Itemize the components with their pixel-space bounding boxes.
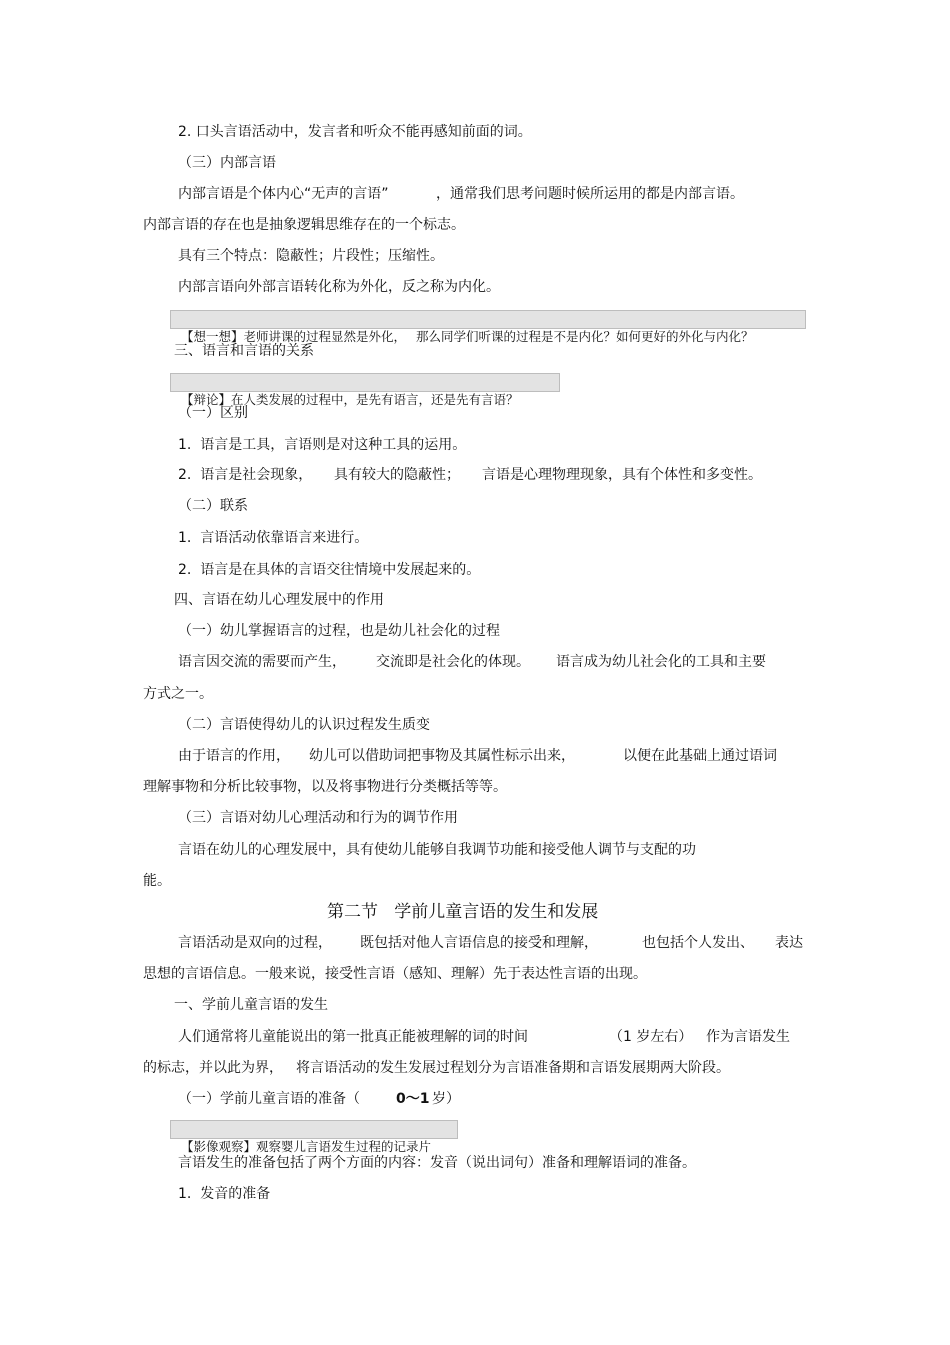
text-line: 也包括个人发出、 [642,935,754,951]
text-line: 理解事物和分析比较事物，以及将事物进行分类概括等等。 [143,779,507,795]
text-line: 2. 口头言语活动中，发言者和听众不能再感知前面的词。 [178,124,532,140]
text-line: 方式之一。 [143,686,213,702]
text-line: 1. 语言是工具，言语则是对这种工具的运用。 [178,437,467,453]
text-line: 言语活动是双向的过程， [178,935,332,951]
text-line: （一）幼儿掌握语言的过程，也是幼儿社会化的过程 [178,623,500,639]
text-line: 幼儿可以借助词把事物及其属性标示出来， [309,748,575,764]
debate-box [170,373,560,407]
text-line: 1. 言语活动依靠语言来进行。 [178,530,369,546]
chapter-section-title: 第二节 学前儿童言语的发生和发展 [327,902,599,922]
debate-box-text: 【辩论】在人类发展的过程中，是先有语言，还是先有言语？ [180,392,519,407]
text-line: 表达 [775,935,803,951]
text-line: （二）联系 [178,498,248,514]
text-line: ，通常我们思考问题时候所运用的都是内部言语。 [436,186,744,202]
text-line: （三）言语对幼儿心理活动和行为的调节作用 [178,810,458,826]
text-line: 内部言语向外部言语转化称为外化，反之称为内化。 [178,279,500,295]
video-box-text: 【影像观察】观察婴儿言语发生过程的记录片 [180,1139,431,1154]
section-heading: 三、语言和言语的关系 [174,343,314,359]
text-line: 1. 发音的准备 [178,1186,271,1202]
text-line: 岁） [432,1091,460,1107]
text-line: 交流即是社会化的体现。 [376,654,530,670]
text-line: 思想的言语信息。一般来说，接受性言语（感知、理解）先于表达性言语的出现。 [143,966,647,982]
text-line: 能。 [143,873,171,889]
section-heading: 一、学前儿童言语的发生 [174,997,328,1013]
text-line: 言语在幼儿的心理发展中，具有使幼儿能够自我调节功能和接受他人调节与支配的功 [178,842,696,858]
text-line: 2. 语言是社会现象， [178,467,313,483]
text-line: 内部言语的存在也是抽象逻辑思维存在的一个标志。 [143,217,465,233]
text-line: 由于语言的作用， [178,748,290,764]
text-line: 2. 语言是在具体的言语交往情境中发展起来的。 [178,562,481,578]
text-line: 具有较大的隐蔽性； [334,467,460,483]
text-line: 人们通常将儿童能说出的第一批真正能被理解的词的时间 [178,1029,528,1045]
text-line: 以便在此基础上通过语词 [623,748,777,764]
text-line: 语言成为幼儿社会化的工具和主要 [556,654,766,670]
text-line: 将言语活动的发生发展过程划分为言语准备期和言语发展期两大阶段。 [296,1060,730,1076]
text-line: （二）言语使得幼儿的认识过程发生质变 [178,717,430,733]
text-line: 具有三个特点：隐蔽性；片段性；压缩性。 [178,248,444,264]
text-line: （一）区别 [178,405,248,421]
text-line: 0～1 [396,1091,430,1107]
text-line: 言语是心理物理现象，具有个体性和多变性。 [482,467,762,483]
text-line: （一）学前儿童言语的准备（ [178,1091,360,1107]
text-line: 的标志，并以此为界， [143,1060,283,1076]
text-line: 言语发生的准备包括了两个方面的内容：发音（说出词句）准备和理解语词的准备。 [178,1155,696,1171]
text-line: 作为言语发生 [706,1029,790,1045]
text-line: （1 岁左右） [609,1029,693,1045]
text-line: 内部言语是个体内心“无声的言语” [178,186,389,202]
think-box [170,310,806,344]
think-box-text-part1: 【想一想】老师讲课的过程显然是外化， [180,329,406,344]
text-line: （三）内部言语 [178,155,276,171]
text-line: 语言因交流的需要而产生， [178,654,346,670]
think-box-text-part2: 那么同学们听课的过程是不是内化？如何更好的外化与内化？ [416,329,754,344]
video-box [170,1120,458,1154]
text-line: 既包括对他人言语信息的接受和理解， [360,935,598,951]
section-heading: 四、言语在幼儿心理发展中的作用 [174,592,384,608]
